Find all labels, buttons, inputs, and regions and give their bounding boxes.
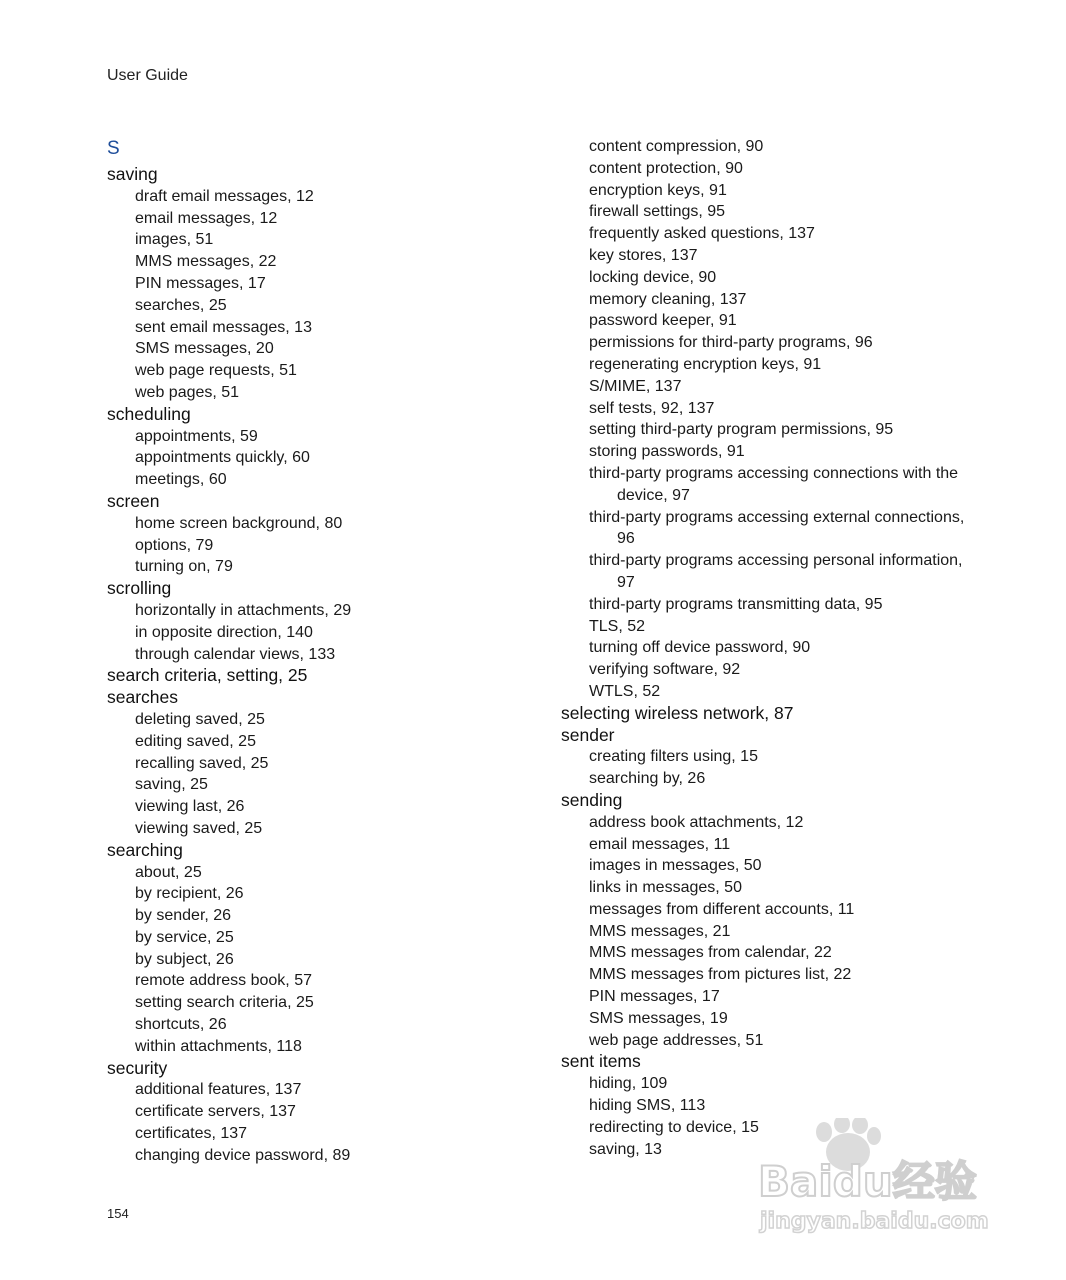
index-subterm: by recipient, 26 <box>135 885 244 903</box>
index-subterm: about, 25 <box>135 863 202 881</box>
index-term: sent items <box>561 1051 641 1072</box>
index-subterm: locking device, 90 <box>589 268 717 286</box>
index-term: saving <box>107 164 158 184</box>
index-subterm: firewall settings, 95 <box>589 203 726 221</box>
index-subterm: setting third-party program permissions, 95 <box>589 421 894 439</box>
index-subterm: remote address book, 57 <box>135 972 312 990</box>
index-subterm: links in messages, 50 <box>589 879 742 897</box>
baidu-watermark <box>756 1118 1006 1238</box>
index-subterm: editing saved, 25 <box>135 732 256 750</box>
index-subterm: MMS messages, 22 <box>135 253 277 271</box>
index-subterm: SMS messages, 20 <box>135 340 274 358</box>
page-number: 154 <box>107 1206 129 1221</box>
index-subterm: saving, 25 <box>135 776 208 794</box>
index-subterm: creating filters using, 15 <box>589 748 758 766</box>
index-subterm: by service, 25 <box>135 928 234 946</box>
index-subterm: through calendar views, 133 <box>135 645 336 663</box>
index-subterm: SMS messages, 19 <box>589 1009 728 1027</box>
index-subterm: images, 51 <box>135 231 214 249</box>
index-subterm: S/MIME, 137 <box>589 377 682 395</box>
index-subterm: MMS messages from calendar, 22 <box>589 944 832 962</box>
index-subterm: searching by, 26 <box>589 770 706 788</box>
index-subterm: PIN messages, 17 <box>135 274 266 292</box>
index-term: searches <box>107 687 179 708</box>
index-subterm: MMS messages from pictures list, 22 <box>589 966 852 984</box>
index-subterm: turning on, 79 <box>135 558 233 576</box>
index-subterm: searches, 25 <box>135 296 227 314</box>
index-subterm: web page addresses, 51 <box>589 1031 764 1049</box>
index-subterm: storing passwords, 91 <box>589 443 745 461</box>
index-term: scheduling <box>107 403 191 424</box>
index-subterm: meetings, 60 <box>135 471 227 489</box>
index-subterm: deleting saved, 25 <box>135 710 265 728</box>
index-subterm: hiding SMS, 113 <box>589 1097 706 1115</box>
index-subterm: setting search criteria, 25 <box>135 994 314 1012</box>
index-subterm: content protection, 90 <box>589 159 743 177</box>
index-subterm: third-party programs accessing external connections, 96 <box>589 508 965 548</box>
index-subterm: address book attachments, 12 <box>589 813 804 831</box>
index-subterm: appointments, 59 <box>135 427 258 445</box>
index-subterm: changing device password, 89 <box>135 1146 351 1164</box>
index-subterm: options, 79 <box>135 536 214 554</box>
index-subterm: by subject, 26 <box>135 950 234 968</box>
index-term: screen <box>107 490 160 511</box>
index-subterm: sent email messages, 13 <box>135 318 312 336</box>
index-term: selecting wireless network, 87 <box>561 702 794 723</box>
index-subterm: by sender, 26 <box>135 907 232 925</box>
index-subterm: content compression, 90 <box>589 138 764 155</box>
index-subterm: regenerating encryption keys, 91 <box>589 355 822 373</box>
index-continued-subentries <box>561 136 1001 703</box>
running-header: User Guide <box>107 67 188 84</box>
index-subterm: home screen background, 80 <box>135 514 343 532</box>
index-subterm: password keeper, 91 <box>589 312 737 330</box>
index-subterm: viewing saved, 25 <box>135 819 263 837</box>
index-subterm: appointments quickly, 60 <box>135 449 310 467</box>
index-right-column <box>561 136 1001 1160</box>
index-subterm: third-party programs accessing personal information, 97 <box>589 552 963 591</box>
index-subterm: web page requests, 51 <box>135 362 297 380</box>
index-subterm: memory cleaning, 137 <box>589 290 747 308</box>
index-subterm: shortcuts, 26 <box>135 1016 227 1034</box>
index-subterm: messages from different accounts, 11 <box>589 900 855 918</box>
index-subterm: email messages, 11 <box>589 835 731 853</box>
index-letter-heading: S <box>107 138 120 159</box>
index-subterm: certificates, 137 <box>135 1125 248 1143</box>
index-subterm: third-party programs accessing connections with the device, 97 <box>589 464 959 504</box>
watermark-url: jingyan.baidu.com <box>760 1209 989 1234</box>
index-subterm: verifying software, 92 <box>589 661 741 679</box>
index-subterm: horizontally in attachments, 29 <box>135 601 352 619</box>
index-term: searching <box>107 839 183 860</box>
index-term: scrolling <box>107 578 172 599</box>
index-subterm: frequently asked questions, 137 <box>589 225 815 243</box>
index-term: security <box>107 1057 168 1078</box>
index-entries-left <box>107 164 547 1167</box>
index-subterm: images in messages, 50 <box>589 857 762 875</box>
index-subterm: self tests, 92, 137 <box>589 399 715 417</box>
index-subterm: turning off device password, 90 <box>589 639 811 657</box>
index-subterm: certificate servers, 137 <box>135 1103 296 1121</box>
index-subterm: viewing last, 26 <box>135 798 245 816</box>
index-subterm: key stores, 137 <box>589 246 698 264</box>
index-term: sender <box>561 724 615 745</box>
index-subterm: MMS messages, 21 <box>589 922 731 940</box>
index-subterm: saving, 13 <box>589 1140 662 1158</box>
index-subterm: PIN messages, 17 <box>589 988 720 1006</box>
index-subterm: WTLS, 52 <box>589 682 661 700</box>
index-term: search criteria, setting, 25 <box>107 665 308 686</box>
index-subterm: recalling saved, 25 <box>135 754 269 772</box>
index-subterm: third-party programs transmitting data, 95 <box>589 595 883 613</box>
index-subterm: additional features, 137 <box>135 1081 302 1099</box>
index-subterm: permissions for third-party programs, 96 <box>589 334 873 352</box>
index-subterm: draft email messages, 12 <box>135 187 314 205</box>
index-subterm: in opposite direction, 140 <box>135 623 313 641</box>
watermark-brand: Baidu经验 <box>758 1157 977 1206</box>
index-left-column <box>107 136 547 1167</box>
index-subterm: within attachments, 118 <box>135 1037 302 1055</box>
index-term: sending <box>561 789 623 810</box>
index-subterm: TLS, 52 <box>589 617 646 635</box>
index-subterm: email messages, 12 <box>135 209 278 227</box>
index-entries-right <box>561 703 1001 1161</box>
index-subterm: encryption keys, 91 <box>589 181 727 199</box>
index-subterm: hiding, 109 <box>589 1075 668 1093</box>
index-subterm: web pages, 51 <box>135 383 240 401</box>
index-subterm: redirecting to device, 15 <box>589 1118 759 1136</box>
